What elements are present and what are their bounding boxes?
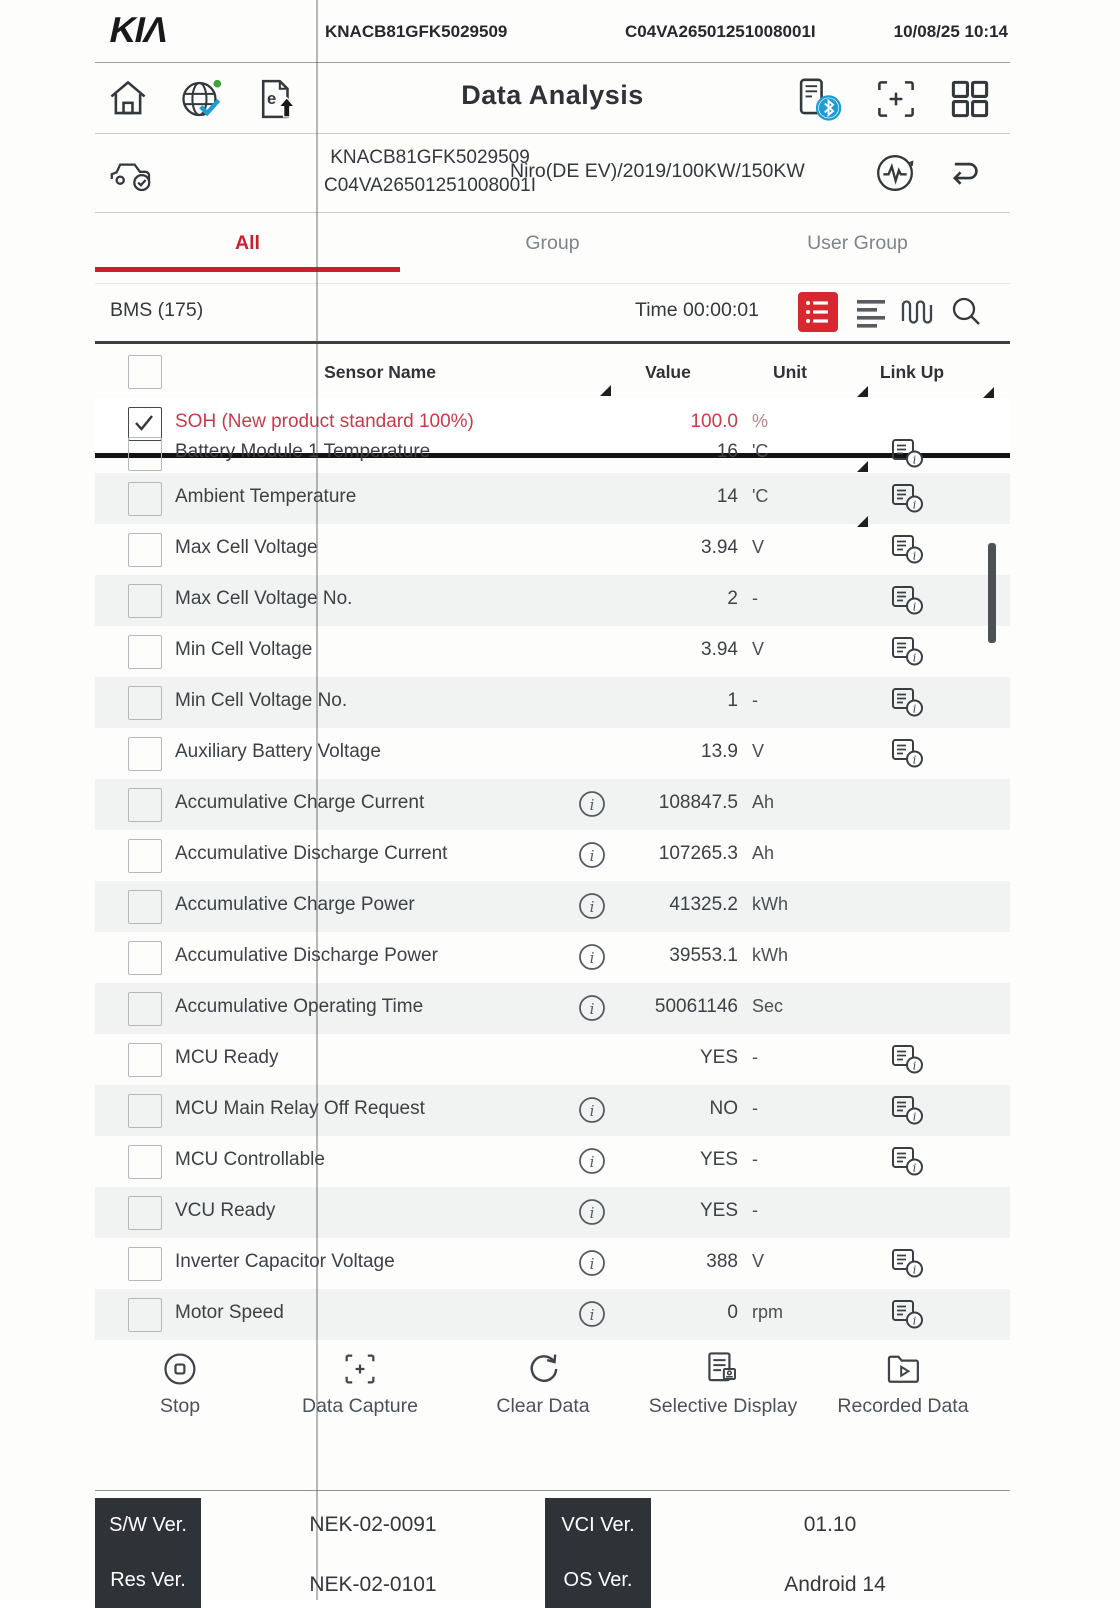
sensor-value: 50061146	[654, 996, 738, 1017]
datetime-text: 10/08/25 10:14	[893, 22, 1008, 41]
sensor-rows	[95, 473, 1010, 1341]
res-ver-value: NEK-02-0101	[309, 1573, 437, 1596]
table-row[interactable]	[95, 830, 1010, 881]
svg-text:i: i	[589, 1255, 595, 1273]
sensor-value: 0	[727, 1302, 738, 1323]
graph-view-icon[interactable]	[897, 291, 939, 333]
version-footer	[95, 1490, 1010, 1601]
link-up-icon[interactable]	[890, 1298, 924, 1331]
sensor-unit: V	[752, 1251, 765, 1271]
link-up-icon[interactable]	[890, 584, 924, 617]
table-row[interactable]	[95, 881, 1010, 932]
svg-text:i: i	[589, 1102, 595, 1120]
svg-text:i: i	[589, 898, 595, 916]
col-header-unit[interactable]: Unit	[772, 362, 808, 382]
tab-all[interactable]: All	[235, 232, 260, 254]
info-icon[interactable]	[577, 1095, 607, 1125]
row-checkbox[interactable]	[128, 839, 162, 873]
sensor-unit: 'C	[752, 441, 769, 461]
info-icon[interactable]	[577, 1197, 607, 1227]
vin-text: KNACB81GFK5029509	[325, 22, 508, 41]
sensor-name: Accumulative Discharge Power	[175, 945, 438, 966]
row-checkbox[interactable]	[128, 584, 162, 618]
sensor-unit: -	[752, 1098, 758, 1118]
row-checkbox[interactable]	[128, 737, 162, 771]
sensor-value: 39553.1	[669, 945, 738, 966]
sensor-value: YES	[699, 1149, 738, 1170]
top-status-bar	[95, 0, 1010, 63]
sensor-value: 108847.5	[658, 792, 738, 813]
sensor-value: 14	[716, 486, 738, 507]
table-row[interactable]	[95, 1238, 1010, 1289]
svg-text:i: i	[589, 1204, 595, 1222]
row-checkbox[interactable]	[128, 1247, 162, 1281]
column-resize-handle[interactable]	[983, 387, 994, 398]
table-row[interactable]	[95, 1289, 1010, 1340]
svg-text:i: i	[912, 498, 917, 512]
vehicle-model: Niro(DE EV)/2019/100KW/150KW	[510, 160, 805, 182]
vci-ver-label: VCI Ver.	[561, 1514, 635, 1536]
vehicle-check-icon[interactable]	[107, 152, 155, 194]
sensor-unit: -	[752, 690, 758, 710]
sw-ver-value: NEK-02-0091	[309, 1513, 437, 1536]
row-checkbox[interactable]	[128, 1043, 162, 1077]
sensor-name: MCU Main Relay Off Request	[175, 1098, 425, 1119]
list-toolbar	[95, 283, 1010, 341]
svg-text:i: i	[912, 1059, 917, 1073]
svg-text:i: i	[912, 1263, 917, 1277]
info-icon[interactable]	[577, 891, 607, 921]
sensor-name: SOH (New product standard 100%)	[175, 411, 474, 432]
row-checkbox[interactable]	[128, 890, 162, 924]
sensor-value: 13.9	[701, 741, 738, 762]
info-icon[interactable]	[577, 789, 607, 819]
sensor-value: 41325.2	[669, 894, 738, 915]
row-checkbox[interactable]	[128, 686, 162, 720]
svg-text:i: i	[589, 1153, 595, 1171]
svg-text:i: i	[912, 753, 917, 767]
sensor-unit: Sec	[752, 996, 784, 1016]
info-icon[interactable]	[577, 993, 607, 1023]
sensor-unit: V	[752, 537, 765, 557]
table-row[interactable]	[95, 626, 1010, 677]
row-checkbox[interactable]	[128, 788, 162, 822]
sensor-value: 2	[727, 588, 738, 609]
sensor-name: MCU Ready	[175, 1047, 279, 1068]
data-capture-icon	[302, 1349, 418, 1389]
back-return-icon[interactable]	[943, 154, 987, 192]
apps-grid-icon[interactable]	[947, 76, 993, 122]
col-header-link-up[interactable]: Link Up	[879, 362, 945, 382]
row-checkbox[interactable]	[128, 1094, 162, 1128]
sensor-name: VCU Ready	[175, 1200, 276, 1221]
row-checkbox[interactable]	[128, 482, 162, 516]
sensor-name: Ambient Temperature	[175, 486, 357, 507]
link-up-icon[interactable]	[890, 533, 924, 566]
system-group-label: BMS (175)	[110, 299, 204, 321]
table-row[interactable]	[95, 932, 1010, 983]
os-ver-label: OS Ver.	[563, 1569, 633, 1591]
svg-text:i: i	[912, 702, 917, 716]
vci-os-version-labels	[545, 1498, 651, 1608]
table-row[interactable]	[95, 779, 1010, 830]
sensor-unit: 'C	[752, 486, 769, 506]
stop-button[interactable]: Stop	[160, 1349, 200, 1418]
table-row[interactable]	[95, 428, 1010, 479]
table-row[interactable]	[95, 728, 1010, 779]
table-row[interactable]	[95, 983, 1010, 1034]
sensor-unit: -	[752, 1149, 758, 1169]
info-icon[interactable]	[577, 1248, 607, 1278]
clear-data-button[interactable]: Clear Data	[496, 1349, 589, 1418]
info-icon[interactable]	[577, 840, 607, 870]
row-checkbox[interactable]	[128, 1298, 162, 1332]
table-row[interactable]	[95, 1136, 1010, 1187]
elapsed-time-label: Time 00:00:01	[635, 299, 759, 321]
table-row[interactable]	[95, 1085, 1010, 1136]
link-up-icon[interactable]	[890, 437, 924, 470]
svg-text:i: i	[912, 1110, 917, 1124]
text-view-icon[interactable]	[850, 291, 892, 333]
sensor-name: Battery Module 1 Temperature	[175, 441, 431, 462]
svg-text:i: i	[589, 796, 595, 814]
vehicle-vin: KNACB81GFK5029509	[330, 147, 530, 168]
svg-text:i: i	[912, 549, 917, 563]
partial-row-clip	[95, 441, 1010, 473]
stop-icon	[160, 1349, 200, 1389]
sensor-value: 16	[716, 441, 738, 462]
row-checkbox[interactable]	[128, 941, 162, 975]
row-checkbox[interactable]	[128, 635, 162, 669]
data-capture-button[interactable]: Data Capture	[302, 1349, 418, 1418]
recorded-data-icon	[837, 1349, 968, 1389]
column-resize-handle[interactable]	[600, 385, 611, 396]
link-up-icon[interactable]	[890, 1247, 924, 1280]
link-up-icon[interactable]	[890, 1145, 924, 1178]
table-row[interactable]	[95, 575, 1010, 626]
sensor-unit: -	[752, 1047, 758, 1067]
sensor-unit: V	[752, 639, 765, 659]
link-up-icon[interactable]	[890, 1094, 924, 1127]
sensor-unit: kWh	[752, 894, 788, 914]
table-row[interactable]	[95, 1034, 1010, 1085]
tab-group[interactable]: Group	[525, 232, 580, 254]
row-checkbox[interactable]	[128, 437, 162, 471]
sensor-value: 3.94	[701, 537, 738, 558]
svg-text:e: e	[267, 89, 277, 109]
table-row[interactable]	[95, 524, 1010, 575]
sensor-unit: Ah	[752, 792, 775, 812]
sensor-name: Min Cell Voltage No.	[175, 690, 348, 711]
bottom-toolbar	[95, 1345, 1010, 1440]
link-up-icon[interactable]	[890, 1043, 924, 1076]
col-header-sensor-name[interactable]: Sensor Name	[324, 362, 436, 382]
info-icon[interactable]	[577, 1299, 607, 1329]
sensor-value: NO	[709, 1098, 738, 1119]
sensor-unit: V	[752, 741, 765, 761]
svg-text:i: i	[589, 1306, 595, 1324]
col-header-value[interactable]: Value	[645, 362, 691, 382]
vci-ver-value: 01.10	[803, 1513, 857, 1536]
vehicle-session-id: C04VA26501251008001I	[323, 175, 536, 196]
svg-text:i: i	[589, 949, 595, 967]
sensor-name: Max Cell Voltage	[175, 537, 318, 558]
svg-text:i: i	[589, 1000, 595, 1018]
svg-text:KIΛ: KIΛ	[106, 9, 172, 50]
row-checkbox[interactable]	[128, 1196, 162, 1230]
sensor-name: Accumulative Charge Current	[175, 792, 425, 813]
row-checkbox[interactable]	[128, 992, 162, 1026]
sensor-unit: %	[752, 411, 769, 431]
sensor-name: Max Cell Voltage No.	[175, 588, 353, 609]
sensor-value: 1	[727, 690, 738, 711]
sensor-unit: rpm	[752, 1302, 783, 1322]
sensor-unit: Ah	[752, 843, 775, 863]
sensor-value: 388	[706, 1251, 738, 1272]
recorded-data-button[interactable]: Recorded Data	[837, 1349, 968, 1418]
link-up-icon[interactable]	[890, 737, 924, 770]
header-bar	[95, 63, 1010, 134]
column-resize-handle[interactable]	[857, 386, 868, 397]
sensor-name: Motor Speed	[175, 1302, 284, 1323]
sensor-value: 107265.3	[658, 843, 738, 864]
clear-data-icon	[496, 1349, 589, 1389]
sensor-name: Min Cell Voltage	[175, 639, 313, 660]
svg-text:i: i	[589, 847, 595, 865]
vertical-scrollbar[interactable]	[988, 543, 996, 643]
tab-user-group[interactable]: User Group	[807, 232, 908, 254]
sensor-unit: kWh	[752, 945, 788, 965]
sensor-name: MCU Controllable	[175, 1149, 325, 1170]
table-row[interactable]	[95, 677, 1010, 728]
sensor-table	[95, 341, 1010, 1340]
tab-bar	[95, 212, 1010, 284]
screen-capture-icon[interactable]	[873, 76, 919, 122]
vci-bluetooth-icon[interactable]	[793, 76, 839, 122]
table-row[interactable]	[95, 1187, 1010, 1238]
svg-text:i: i	[912, 600, 917, 614]
sensor-name: Accumulative Discharge Current	[175, 843, 448, 864]
sensor-value: 3.94	[701, 639, 738, 660]
res-ver-label: Res Ver.	[110, 1569, 186, 1591]
link-up-icon[interactable]	[890, 482, 924, 515]
row-checkbox[interactable]	[128, 1145, 162, 1179]
sensor-name: Auxiliary Battery Voltage	[175, 741, 381, 762]
row-checkbox[interactable]	[128, 533, 162, 567]
info-icon[interactable]	[577, 1146, 607, 1176]
sensor-value: 100.0	[690, 411, 738, 432]
scan-fold-line	[316, 0, 318, 1600]
info-icon[interactable]	[577, 942, 607, 972]
list-view-icon[interactable]	[797, 291, 839, 333]
active-tab-underline	[95, 267, 400, 272]
vehicle-info-bar	[95, 134, 1010, 213]
search-icon[interactable]	[945, 291, 987, 333]
live-data-icon[interactable]	[873, 151, 917, 195]
sw-res-version-labels	[95, 1498, 201, 1608]
svg-text:i: i	[912, 651, 917, 665]
sensor-unit: -	[752, 588, 758, 608]
sensor-value: YES	[699, 1047, 738, 1068]
table-row[interactable]	[95, 473, 1010, 524]
svg-text:i: i	[912, 1314, 917, 1328]
svg-text:i: i	[912, 453, 917, 467]
kia-logo	[107, 8, 207, 52]
sensor-unit: -	[752, 1200, 758, 1220]
select-all-checkbox[interactable]	[128, 355, 162, 389]
sensor-name: Accumulative Operating Time	[175, 996, 424, 1017]
session-id-text: C04VA26501251008001I	[625, 22, 816, 41]
sensor-name: Accumulative Charge Power	[175, 894, 415, 915]
page-title: Data Analysis	[461, 80, 644, 110]
sensor-value: YES	[699, 1200, 738, 1221]
sw-ver-label: S/W Ver.	[109, 1514, 187, 1536]
sensor-name: Inverter Capacitor Voltage	[175, 1251, 395, 1272]
link-up-icon[interactable]	[890, 635, 924, 668]
selective-display-button[interactable]: Selective Display	[649, 1349, 797, 1418]
os-ver-value: Android 14	[784, 1573, 886, 1596]
link-up-icon[interactable]	[890, 686, 924, 719]
selective-display-icon	[649, 1349, 797, 1389]
svg-text:i: i	[912, 1161, 917, 1175]
